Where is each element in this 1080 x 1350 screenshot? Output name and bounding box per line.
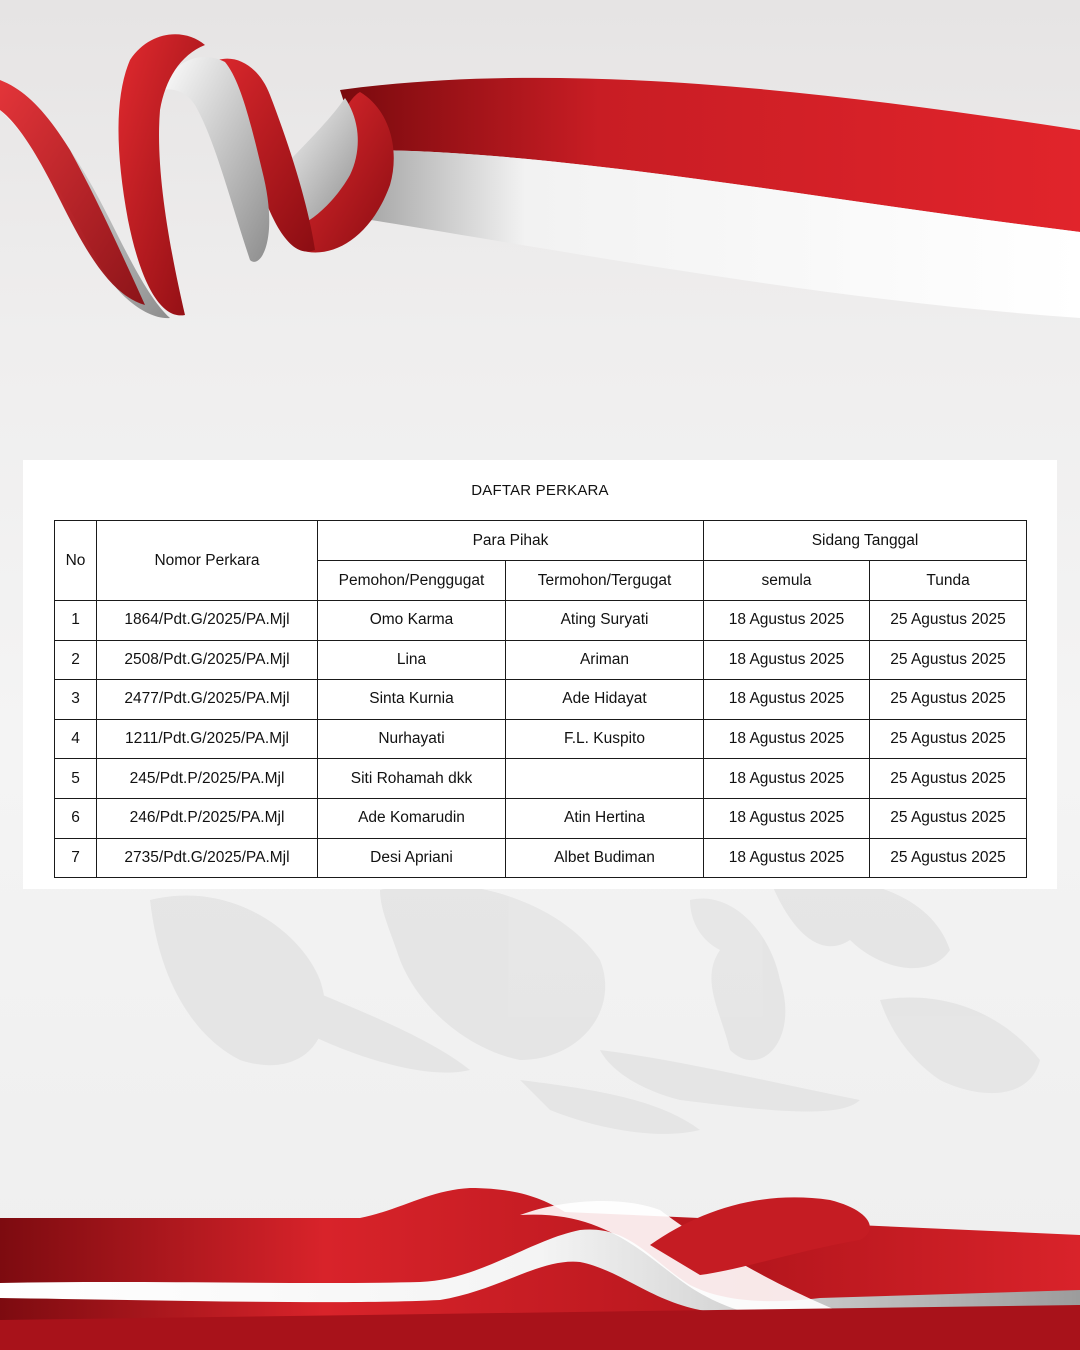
cell-respondent: Ariman bbox=[506, 640, 704, 680]
cell-original-date: 18 Agustus 2025 bbox=[704, 719, 870, 759]
header-case-number: Nomor Perkara bbox=[97, 521, 318, 601]
header-respondent: Termohon/Tergugat bbox=[506, 561, 704, 601]
cell-case-number: 2735/Pdt.G/2025/PA.Mjl bbox=[97, 838, 318, 878]
cell-applicant: Ade Komarudin bbox=[318, 798, 506, 838]
cell-original-date: 18 Agustus 2025 bbox=[704, 759, 870, 799]
cell-case-number: 1211/Pdt.G/2025/PA.Mjl bbox=[97, 719, 318, 759]
cell-no: 3 bbox=[55, 680, 97, 720]
cell-no: 2 bbox=[55, 640, 97, 680]
header-hearing-date: Sidang Tanggal bbox=[704, 521, 1027, 561]
cell-no: 1 bbox=[55, 601, 97, 641]
cell-case-number: 1864/Pdt.G/2025/PA.Mjl bbox=[97, 601, 318, 641]
document-title: DAFTAR PERKARA bbox=[471, 482, 609, 499]
cell-postponed-date: 25 Agustus 2025 bbox=[870, 680, 1027, 720]
cell-respondent: Ating Suryati bbox=[506, 601, 704, 641]
cell-no: 6 bbox=[55, 798, 97, 838]
header-row-top bbox=[55, 521, 1027, 561]
cell-original-date: 18 Agustus 2025 bbox=[704, 838, 870, 878]
cell-case-number: 2477/Pdt.G/2025/PA.Mjl bbox=[97, 680, 318, 720]
cell-postponed-date: 25 Agustus 2025 bbox=[870, 719, 1027, 759]
table-row bbox=[55, 640, 1027, 680]
header-no: No bbox=[55, 521, 97, 601]
cell-no: 7 bbox=[55, 838, 97, 878]
cell-applicant: Desi Apriani bbox=[318, 838, 506, 878]
cell-applicant: Lina bbox=[318, 640, 506, 680]
cell-applicant: Sinta Kurnia bbox=[318, 680, 506, 720]
cell-case-number: 245/Pdt.P/2025/PA.Mjl bbox=[97, 759, 318, 799]
table-row bbox=[55, 601, 1027, 641]
cell-applicant: Siti Rohamah dkk bbox=[318, 759, 506, 799]
cell-postponed-date: 25 Agustus 2025 bbox=[870, 759, 1027, 799]
cell-no: 5 bbox=[55, 759, 97, 799]
table-row bbox=[55, 838, 1027, 878]
table-row bbox=[55, 798, 1027, 838]
cell-respondent: Atin Hertina bbox=[506, 798, 704, 838]
table-row bbox=[55, 680, 1027, 720]
case-table bbox=[54, 520, 1027, 878]
header-original-date: semula bbox=[704, 561, 870, 601]
cell-applicant: Omo Karma bbox=[318, 601, 506, 641]
cell-respondent bbox=[506, 759, 704, 799]
cell-respondent: F.L. Kuspito bbox=[506, 719, 704, 759]
cell-case-number: 246/Pdt.P/2025/PA.Mjl bbox=[97, 798, 318, 838]
header-postponed-date: Tunda bbox=[870, 561, 1027, 601]
header-parties: Para Pihak bbox=[318, 521, 704, 561]
cell-respondent: Albet Budiman bbox=[506, 838, 704, 878]
case-list-document bbox=[23, 460, 1057, 889]
cell-original-date: 18 Agustus 2025 bbox=[704, 640, 870, 680]
table-row bbox=[55, 719, 1027, 759]
cell-applicant: Nurhayati bbox=[318, 719, 506, 759]
cell-original-date: 18 Agustus 2025 bbox=[704, 680, 870, 720]
cell-postponed-date: 25 Agustus 2025 bbox=[870, 838, 1027, 878]
cell-postponed-date: 25 Agustus 2025 bbox=[870, 640, 1027, 680]
cell-original-date: 18 Agustus 2025 bbox=[704, 798, 870, 838]
cell-original-date: 18 Agustus 2025 bbox=[704, 601, 870, 641]
cell-no: 4 bbox=[55, 719, 97, 759]
header-applicant: Pemohon/Penggugat bbox=[318, 561, 506, 601]
cell-postponed-date: 25 Agustus 2025 bbox=[870, 798, 1027, 838]
cell-postponed-date: 25 Agustus 2025 bbox=[870, 601, 1027, 641]
table-row bbox=[55, 759, 1027, 799]
cell-case-number: 2508/Pdt.G/2025/PA.Mjl bbox=[97, 640, 318, 680]
cell-respondent: Ade Hidayat bbox=[506, 680, 704, 720]
